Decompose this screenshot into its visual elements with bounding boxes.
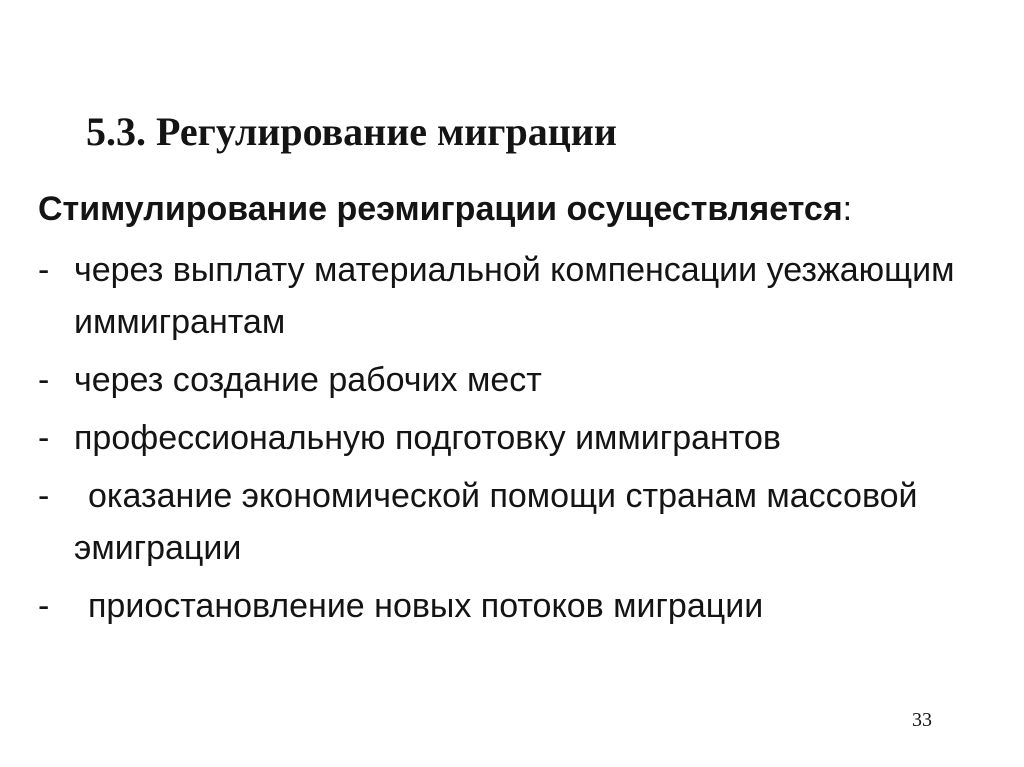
bullet-dash: - bbox=[38, 251, 50, 289]
page-number: 33 bbox=[912, 709, 932, 731]
slide-title: 5.3. Регулирование миграции bbox=[86, 109, 617, 154]
bullet-line: через выплату материальной компенсации уезжающим bbox=[74, 251, 955, 289]
bullet-item bbox=[38, 354, 1018, 406]
bullet-text bbox=[74, 412, 1018, 464]
bullet-line: профессиональную подготовку иммигрантов bbox=[74, 419, 781, 457]
bullet-line: приостановление новых потоков миграции bbox=[88, 587, 764, 625]
bullet-dash: - bbox=[38, 419, 50, 457]
bullet-dash: - bbox=[38, 587, 50, 625]
bullet-dash: - bbox=[38, 361, 50, 399]
bullet-line: оказание экономической помощи странам массовой bbox=[88, 477, 918, 515]
bullet-list bbox=[38, 244, 1018, 638]
bullet-item bbox=[38, 412, 1018, 464]
bullet-item bbox=[38, 470, 1018, 574]
bullet-line: через создание рабочих мест bbox=[74, 361, 542, 399]
bullet-item bbox=[38, 580, 1018, 632]
lead-colon: : bbox=[842, 190, 853, 228]
bullet-text bbox=[74, 580, 1018, 632]
bullet-text bbox=[74, 244, 1018, 348]
lead-sentence bbox=[38, 188, 852, 230]
bullet-text bbox=[74, 354, 1018, 406]
bullet-line: эмиграции bbox=[74, 529, 242, 567]
bullet-line: иммигрантам bbox=[74, 303, 286, 341]
lead-bold-text: Стимулирование реэмиграции осуществляется bbox=[38, 190, 843, 228]
bullet-dash: - bbox=[38, 477, 50, 515]
bullet-item bbox=[38, 244, 1018, 348]
bullet-text bbox=[74, 470, 1018, 574]
